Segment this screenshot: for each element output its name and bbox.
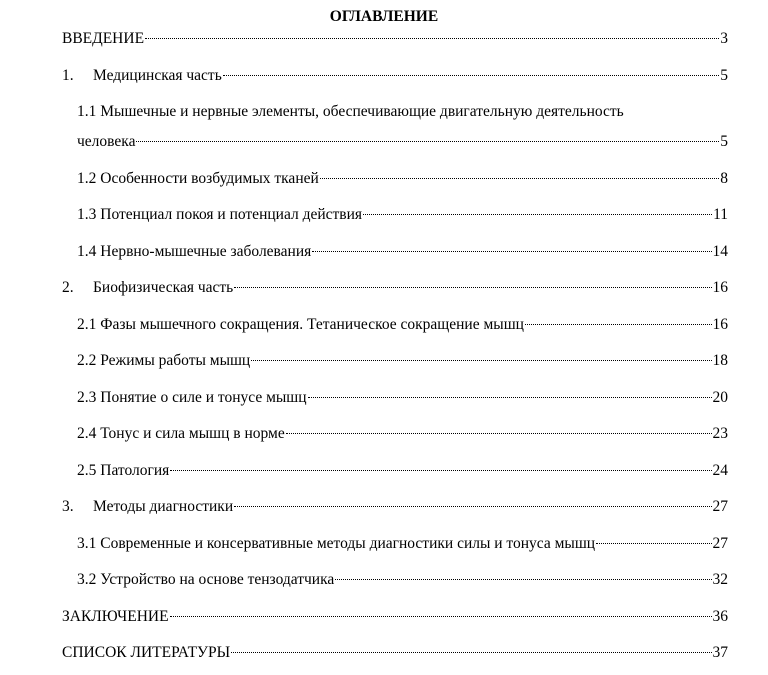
toc-page-number: 18	[712, 352, 728, 369]
toc-entry[interactable]	[62, 602, 728, 632]
dot-leader	[231, 652, 711, 653]
toc-entry-text: 1.2 Особенности возбудимых тканей	[77, 169, 319, 187]
toc-page-number: 3	[720, 30, 728, 47]
toc-entry-line	[62, 310, 728, 340]
dot-leader	[136, 141, 719, 142]
toc-page-number: 16	[712, 315, 728, 333]
toc-entry[interactable]	[62, 164, 728, 194]
toc-entry-line	[62, 200, 728, 230]
toc-entry-line	[62, 638, 728, 668]
toc-entry-number: 3.	[62, 498, 74, 515]
toc-page-number: 20	[712, 388, 728, 406]
toc-page-number: 27	[712, 498, 728, 515]
toc-entry-line	[62, 383, 728, 413]
dot-leader	[223, 75, 719, 76]
toc-entry[interactable]	[62, 529, 728, 559]
toc-entry-line	[62, 565, 728, 595]
toc-page-number: 16	[712, 279, 728, 296]
toc-page-number: 5	[720, 133, 728, 150]
toc-entry-line	[62, 24, 728, 54]
toc-page-number: 37	[712, 644, 728, 661]
toc-entry[interactable]	[62, 419, 728, 449]
toc-page-number: 24	[712, 461, 728, 479]
toc-entry[interactable]	[62, 237, 728, 267]
toc-page-number: 36	[712, 607, 728, 625]
toc-entry-text: человека	[77, 133, 136, 150]
toc-entry-line	[62, 602, 728, 632]
toc-page-number: 27	[712, 534, 728, 552]
toc-entry-line	[62, 492, 728, 522]
toc-entry[interactable]	[62, 310, 728, 340]
toc-title: ОГЛАВЛЕНИЕ	[329, 8, 439, 25]
toc-entry-text: СПИСОК ЛИТЕРАТУРЫ	[62, 644, 231, 661]
toc-page-number: 5	[720, 66, 728, 84]
toc-entry-text: 1.1 Мышечные и нервные элементы, обеспечивающие двигательную деятельность	[77, 103, 624, 120]
toc-entry-line	[62, 456, 728, 486]
dot-leader	[234, 506, 711, 507]
dot-leader	[335, 579, 711, 580]
toc-page-number: 8	[720, 169, 728, 187]
toc-entry[interactable]	[62, 492, 728, 522]
dot-leader	[170, 470, 711, 471]
toc-entry[interactable]	[62, 638, 728, 668]
toc-page-number: 23	[712, 425, 728, 442]
toc-entry-text: Методы диагностики	[93, 498, 234, 515]
toc-entry[interactable]	[62, 273, 728, 303]
toc-entry-text: 3.1 Современные и консервативные методы диагностики силы и тонуса мышц	[77, 534, 596, 552]
toc-entry[interactable]	[62, 97, 728, 157]
toc-entry[interactable]	[62, 565, 728, 595]
toc-entry-line	[62, 164, 728, 194]
toc-entry-number: 2.	[62, 279, 74, 296]
toc-entry[interactable]	[62, 24, 728, 54]
table-of-contents	[62, 24, 728, 675]
toc-entry[interactable]	[62, 456, 728, 486]
toc-entry-line	[62, 273, 728, 303]
dot-leader	[320, 178, 719, 179]
toc-entry-line	[62, 529, 728, 559]
toc-entry-line	[62, 419, 728, 449]
dot-leader	[234, 287, 711, 288]
toc-entry-text: 2.3 Понятие о силе и тонусе мышц	[77, 388, 307, 406]
toc-entry-text: 1.4 Нервно-мышечные заболевания	[77, 242, 312, 260]
toc-entry-text: ЗАКЛЮЧЕНИЕ	[62, 607, 169, 625]
toc-entry-text: 2.1 Фазы мышечного сокращения. Тетаническое сокращение мышц	[77, 315, 524, 333]
dot-leader	[145, 38, 719, 39]
toc-entry-line	[62, 97, 728, 127]
dot-leader	[308, 397, 712, 398]
toc-entry[interactable]	[62, 200, 728, 230]
toc-page-number: 11	[713, 206, 728, 223]
dot-leader	[170, 616, 712, 617]
toc-entry-text: 1.3 Потенциал покоя и потенциал действия	[77, 206, 363, 223]
toc-entry-line	[62, 237, 728, 267]
toc-entry-line	[62, 346, 728, 376]
toc-entry[interactable]	[62, 346, 728, 376]
dot-leader	[312, 251, 711, 252]
toc-entry[interactable]	[62, 383, 728, 413]
toc-entry-line	[62, 61, 728, 91]
toc-entry-line	[62, 127, 728, 157]
toc-entry-text: Медицинская часть	[93, 66, 222, 84]
toc-page-number: 14	[712, 242, 728, 260]
toc-page-number: 32	[712, 571, 728, 588]
toc-entry-text: ВВЕДЕНИЕ	[62, 30, 145, 47]
dot-leader	[363, 214, 712, 215]
dot-leader	[251, 360, 711, 361]
toc-entry[interactable]	[62, 61, 728, 91]
toc-entry-number: 1.	[62, 66, 74, 84]
dot-leader	[596, 543, 711, 544]
toc-entry-text: 2.5 Патология	[77, 461, 170, 479]
toc-entry-text: 2.4 Тонус и сила мышц в норме	[77, 425, 285, 442]
toc-entry-text: Биофизическая часть	[93, 279, 234, 296]
toc-entry-text: 2.2 Режимы работы мышц	[77, 352, 251, 369]
toc-entry-text: 3.2 Устройство на основе тензодатчика	[77, 571, 335, 588]
dot-leader	[286, 433, 712, 434]
dot-leader	[525, 324, 712, 325]
